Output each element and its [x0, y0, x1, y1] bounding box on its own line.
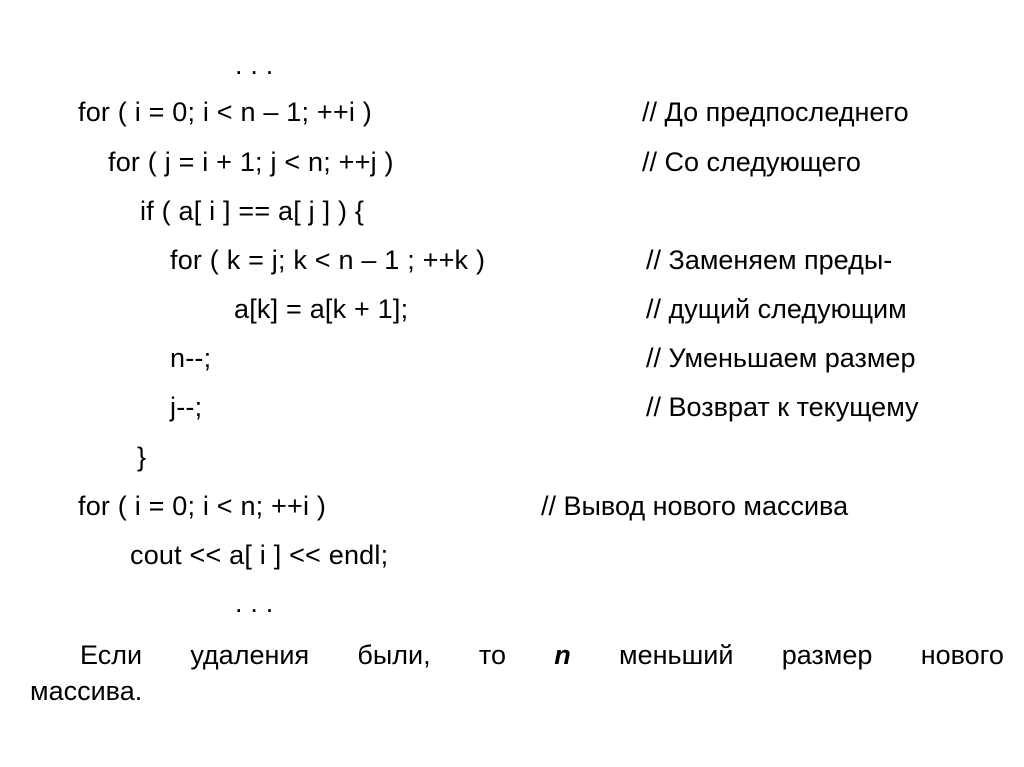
code-comment-9: // Вывод нового массива — [541, 491, 849, 521]
code-ellipsis-top: . . . — [235, 50, 274, 80]
code-line-outer-for: for ( i = 0; i < n – 1; ++i ) — [78, 97, 372, 127]
code-comment-6: // Уменьшаем размер — [646, 343, 916, 373]
code-line-inner-for: for ( j = i + 1; j < n; ++j ) — [108, 147, 394, 177]
code-comment-7: // Возврат к текущему — [646, 392, 919, 422]
code-line-output-for: for ( i = 0; i < n; ++i ) — [78, 491, 327, 521]
paragraph-word: Если — [80, 640, 143, 670]
code-comment-4: // Заменяем преды- — [646, 245, 893, 275]
code-line-cout: cout << a[ i ] << endl; — [130, 540, 389, 570]
code-ellipsis-bottom: . . . — [235, 588, 274, 618]
code-comment-5: // дущий следующим — [646, 294, 907, 324]
paragraph-word: были, — [357, 640, 431, 670]
paragraph-word: удаления — [190, 640, 310, 670]
explanation-paragraph — [30, 637, 1004, 709]
code-line-shift-for: for ( k = j; k < n – 1 ; ++k ) — [170, 245, 486, 275]
paragraph-word: размер — [781, 640, 873, 670]
code-line-decrement-j: j--; — [170, 392, 203, 422]
code-line-if: if ( a[ i ] == a[ j ] ) { — [140, 196, 365, 226]
paragraph-line-2: массива. — [30, 676, 143, 706]
code-comment-2: // Со следующего — [642, 147, 861, 177]
paragraph-word: нового — [920, 640, 1004, 670]
code-line-assign: a[k] = a[k + 1]; — [234, 294, 409, 324]
code-line-decrement-n: n--; — [170, 343, 212, 373]
paragraph-line-1 — [30, 637, 1004, 673]
code-comment-1: // До предпоследнего — [642, 97, 909, 127]
variable-n: n — [554, 640, 571, 670]
paragraph-word: то — [478, 640, 506, 670]
paragraph-word: меньший — [619, 640, 734, 670]
code-line-close-brace: } — [137, 442, 147, 472]
